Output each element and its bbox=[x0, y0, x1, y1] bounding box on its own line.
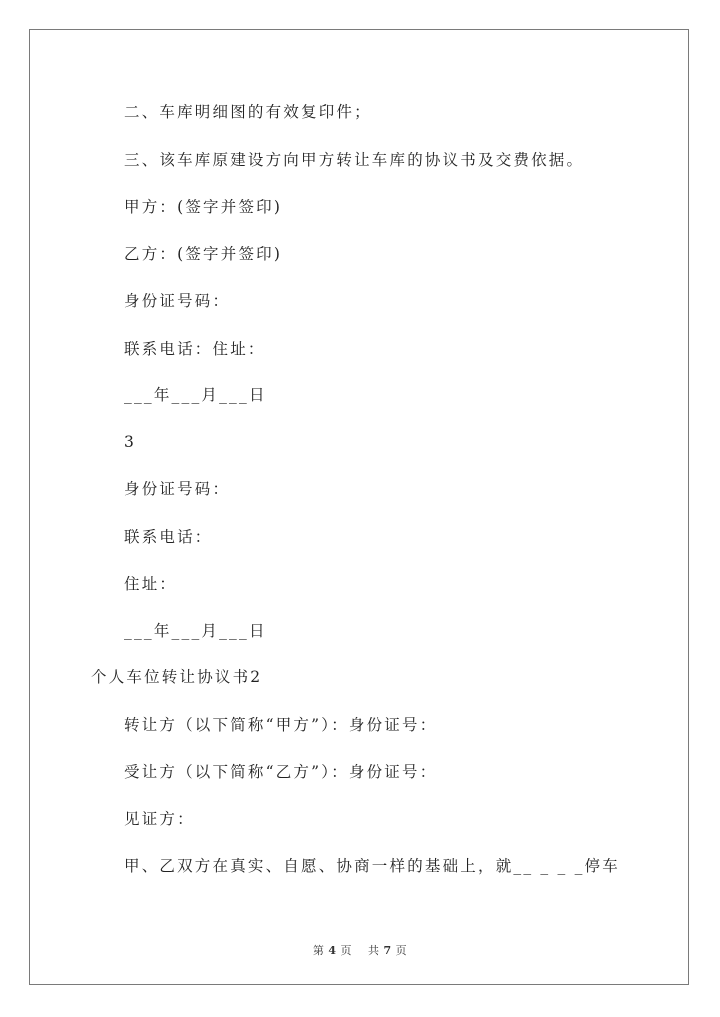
text-line: 受让方（以下简称“乙方”）：身份证号： bbox=[124, 763, 438, 781]
text-line: 住址： bbox=[124, 575, 178, 593]
date-line: ___年___月___日 bbox=[124, 386, 267, 404]
page-number-text: 3 bbox=[124, 433, 137, 451]
text-line: 二、车库明细图的有效复印件； bbox=[124, 103, 372, 121]
footer-page-suffix: 页 bbox=[340, 944, 352, 957]
page-footer bbox=[0, 942, 720, 958]
text-line: 甲方：(签字并签印) bbox=[124, 198, 283, 216]
text-line: 联系电话：住址： bbox=[124, 340, 266, 358]
section-heading: 个人车位转让协议书2 bbox=[91, 668, 263, 686]
footer-total-suffix: 页 bbox=[395, 944, 408, 957]
text-line: 乙方：(签字并签印) bbox=[124, 245, 283, 263]
page-border bbox=[29, 29, 689, 985]
text-line: 转让方（以下简称“甲方”）：身份证号： bbox=[124, 716, 438, 734]
footer-page-number: 4 bbox=[328, 944, 337, 957]
text-line: 身份证号码： bbox=[124, 292, 231, 310]
text-line: 见证方： bbox=[124, 810, 195, 828]
text-line: 身份证号码： bbox=[124, 480, 231, 498]
footer-total-pages: 7 bbox=[383, 944, 392, 957]
text-line: 联系电话： bbox=[124, 528, 213, 546]
text-line: 甲、乙双方在真实、自愿、协商一样的基础上，就__ _ _ _停车 bbox=[124, 857, 620, 875]
text-line: 三、该车库原建设方向甲方转让车库的协议书及交费依据。 bbox=[124, 151, 585, 169]
footer-prefix: 第 bbox=[312, 944, 325, 957]
footer-total-prefix: 共 bbox=[368, 944, 380, 957]
date-line: ___年___月___日 bbox=[124, 622, 267, 640]
